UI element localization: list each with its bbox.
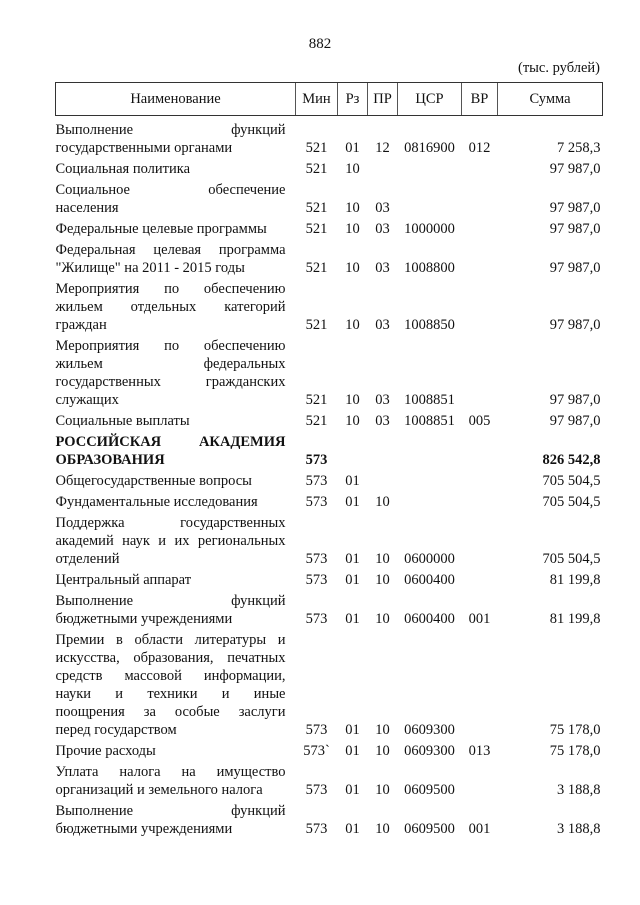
row-name-line: Выполнение функций	[55, 803, 286, 819]
row-csr: 1000000	[404, 221, 455, 237]
row-vr	[462, 433, 498, 472]
row-name	[56, 181, 296, 220]
row-csr: 1008850	[404, 317, 455, 333]
row-rz: 01	[345, 611, 360, 627]
row-vr	[462, 631, 498, 742]
header-csr: ЦСР	[398, 83, 462, 116]
row-min: 521	[305, 221, 328, 237]
row-pr: 03	[375, 221, 390, 237]
table-row	[56, 337, 603, 412]
row-csr: 1008851	[404, 392, 455, 408]
row-pr: 10	[375, 494, 390, 510]
row-csr	[398, 181, 462, 220]
row-vr	[462, 472, 498, 493]
table-row	[56, 280, 603, 337]
row-name	[56, 631, 296, 742]
row-rz: 01	[345, 140, 360, 156]
row-min: 573	[305, 473, 328, 489]
row-csr	[398, 160, 462, 181]
row-csr: 1008800	[404, 260, 455, 276]
row-sum: 3 188,8	[557, 821, 601, 837]
row-rz: 01	[345, 551, 360, 567]
row-vr	[462, 763, 498, 802]
row-name-line: Социальное обеспечение	[55, 182, 286, 198]
row-name-line: Выполнение функций	[55, 122, 286, 138]
row-rz: 01	[345, 821, 360, 837]
row-pr: 03	[375, 260, 390, 276]
table-row	[56, 181, 603, 220]
row-rz: 10	[345, 413, 360, 429]
page-number: 882	[308, 36, 332, 52]
row-min: 573	[305, 551, 328, 567]
row-name-line: Социальные выплаты	[55, 413, 190, 429]
row-sum: 97 987,0	[549, 161, 601, 177]
row-name	[56, 493, 296, 514]
table-row	[56, 571, 603, 592]
units-label: (тыс. рублей)	[518, 60, 600, 76]
table-row	[56, 241, 603, 280]
header-pr: ПР	[368, 83, 398, 116]
table-row	[56, 763, 603, 802]
row-name-line: академий наук и их региональных	[55, 533, 286, 549]
row-name	[56, 802, 296, 841]
row-sum: 705 504,5	[542, 473, 601, 489]
row-name-line: жильем отдельных категорий	[55, 299, 286, 315]
row-sum: 97 987,0	[549, 317, 601, 333]
row-sum: 97 987,0	[549, 260, 601, 276]
row-min: 573	[305, 782, 328, 798]
table-row	[56, 493, 603, 514]
row-pr	[368, 433, 398, 472]
row-csr	[398, 493, 462, 514]
row-rz: 10	[345, 200, 360, 216]
row-name-line: Федеральная целевая программа	[55, 242, 286, 258]
row-name	[56, 160, 296, 181]
row-name-line: науки и техники и иные	[55, 686, 286, 702]
row-sum: 81 199,8	[549, 611, 601, 627]
row-sum: 81 199,8	[549, 572, 601, 588]
row-csr: 0609500	[404, 821, 455, 837]
row-name-line: Премии в области литературы и	[55, 632, 286, 648]
row-rz: 10	[345, 317, 360, 333]
row-name	[56, 592, 296, 631]
row-name	[56, 433, 296, 472]
row-sum: 97 987,0	[549, 413, 601, 429]
row-rz: 01	[345, 722, 360, 738]
row-sum: 3 188,8	[557, 782, 601, 798]
row-vr	[462, 514, 498, 571]
row-name	[56, 514, 296, 571]
row-min: 521	[305, 200, 328, 216]
row-name-line: бюджетными учреждениями	[55, 821, 233, 837]
row-name-line: государственными органами	[55, 140, 233, 156]
row-sum: 97 987,0	[549, 221, 601, 237]
row-name-line: бюджетными учреждениями	[55, 611, 233, 627]
row-name	[56, 742, 296, 763]
row-vr: 012	[468, 140, 491, 156]
row-csr: 0609300	[404, 743, 455, 759]
header-name: Наименование	[56, 83, 296, 116]
row-rz: 10	[345, 260, 360, 276]
row-name-line: Фундаментальные исследования	[55, 494, 258, 510]
table-row	[56, 631, 603, 742]
header-vr: ВР	[462, 83, 498, 116]
row-name-line: населения	[55, 200, 119, 216]
row-name-line: Поддержка государственных	[55, 515, 286, 531]
row-name-line: граждан	[55, 317, 107, 333]
row-name-line: Мероприятия по обеспечению	[55, 338, 286, 354]
row-vr	[462, 571, 498, 592]
row-rz: 01	[345, 572, 360, 588]
row-csr	[398, 433, 462, 472]
row-min: 521	[305, 392, 328, 408]
row-csr: 1008851	[404, 413, 455, 429]
table-row	[56, 220, 603, 241]
row-name	[56, 337, 296, 412]
row-csr	[398, 472, 462, 493]
row-rz: 10	[345, 392, 360, 408]
row-pr: 03	[375, 392, 390, 408]
row-vr: 001	[468, 821, 491, 837]
row-name	[56, 472, 296, 493]
row-name-line: Центральный аппарат	[55, 572, 192, 588]
row-pr: 12	[375, 140, 390, 156]
budget-table	[55, 82, 603, 841]
row-csr: 0600400	[404, 572, 455, 588]
table-header	[56, 83, 603, 116]
row-name-line: Уплата налога на имущество	[55, 764, 286, 780]
row-rz: 10	[345, 161, 360, 177]
row-vr	[462, 337, 498, 412]
row-name-line: Прочие расходы	[55, 743, 156, 759]
row-name-line: ОБРАЗОВАНИЯ	[55, 452, 165, 468]
row-name	[56, 241, 296, 280]
row-min: 521	[305, 413, 328, 429]
row-pr	[368, 160, 398, 181]
row-name-line: отделений	[55, 551, 120, 567]
row-sum: 75 178,0	[549, 722, 601, 738]
row-name	[56, 220, 296, 241]
table-row	[56, 514, 603, 571]
row-name-line: РОССИЙСКАЯ АКАДЕМИЯ	[55, 434, 286, 450]
row-pr: 10	[375, 611, 390, 627]
row-vr	[462, 280, 498, 337]
row-name-line: жильем федеральных	[55, 356, 286, 372]
table-row	[56, 433, 603, 472]
row-min: 521	[305, 317, 328, 333]
row-pr: 03	[375, 413, 390, 429]
row-rz: 01	[345, 494, 360, 510]
row-min: 573	[305, 572, 328, 588]
row-vr: 013	[468, 743, 491, 759]
row-rz: 01	[345, 473, 360, 489]
row-pr: 10	[375, 572, 390, 588]
row-pr: 03	[375, 200, 390, 216]
row-min: 521	[305, 260, 328, 276]
row-name	[56, 763, 296, 802]
row-vr	[462, 160, 498, 181]
row-sum: 75 178,0	[549, 743, 601, 759]
row-csr: 0600000	[404, 551, 455, 567]
row-min: 521	[305, 161, 328, 177]
row-pr: 10	[375, 821, 390, 837]
row-name-line: поощрения за особые заслуги	[55, 704, 286, 720]
table-row	[56, 116, 603, 161]
row-vr	[462, 241, 498, 280]
row-pr: 10	[375, 551, 390, 567]
header-min: Мин	[296, 83, 338, 116]
row-name	[56, 412, 296, 433]
row-sum: 705 504,5	[542, 551, 601, 567]
row-csr: 0609300	[404, 722, 455, 738]
row-name-line: служащих	[55, 392, 119, 408]
header-sum: Сумма	[498, 83, 603, 116]
row-name	[56, 571, 296, 592]
row-min: 573`	[303, 743, 330, 759]
table-row	[56, 742, 603, 763]
row-csr: 0600400	[404, 611, 455, 627]
row-vr: 001	[468, 611, 491, 627]
row-min: 573	[305, 494, 328, 510]
row-pr: 10	[375, 722, 390, 738]
row-pr: 10	[375, 782, 390, 798]
row-vr	[462, 493, 498, 514]
row-min: 521	[305, 140, 328, 156]
row-sum: 826 542,8	[542, 452, 601, 468]
row-sum: 97 987,0	[549, 392, 601, 408]
row-pr: 10	[375, 743, 390, 759]
row-csr: 0816900	[404, 140, 455, 156]
row-pr: 03	[375, 317, 390, 333]
row-name-line: организаций и земельного налога	[55, 782, 263, 798]
header-rz: Рз	[338, 83, 368, 116]
row-name-line: Федеральные целевые программы	[55, 221, 267, 237]
row-name-line: "Жилище" на 2011 - 2015 годы	[55, 260, 245, 276]
row-sum: 705 504,5	[542, 494, 601, 510]
row-sum: 97 987,0	[549, 200, 601, 216]
row-name-line: государственных гражданских	[55, 374, 286, 390]
row-min: 573	[305, 821, 328, 837]
row-name-line: Выполнение функций	[55, 593, 286, 609]
row-rz: 01	[345, 743, 360, 759]
row-rz	[338, 433, 368, 472]
row-min: 573	[305, 452, 328, 468]
table-row	[56, 592, 603, 631]
row-csr: 0609500	[404, 782, 455, 798]
row-name-line: Мероприятия по обеспечению	[55, 281, 286, 297]
row-min: 573	[305, 611, 328, 627]
row-name	[56, 280, 296, 337]
row-vr	[462, 181, 498, 220]
row-name-line: перед государством	[55, 722, 177, 738]
table-row	[56, 802, 603, 841]
table-row	[56, 472, 603, 493]
row-name-line: искусства, образования, печатных	[55, 650, 286, 666]
row-name-line: Социальная политика	[55, 161, 191, 177]
row-pr	[368, 472, 398, 493]
row-name	[56, 116, 296, 161]
row-rz: 10	[345, 221, 360, 237]
row-rz: 01	[345, 782, 360, 798]
row-vr	[462, 220, 498, 241]
row-name-line: средств массовой информации,	[55, 668, 286, 684]
row-sum: 7 258,3	[557, 140, 601, 156]
row-min: 573	[305, 722, 328, 738]
table-row	[56, 160, 603, 181]
row-vr: 005	[468, 413, 491, 429]
row-name-line: Общегосударственные вопросы	[55, 473, 252, 489]
table-row	[56, 412, 603, 433]
